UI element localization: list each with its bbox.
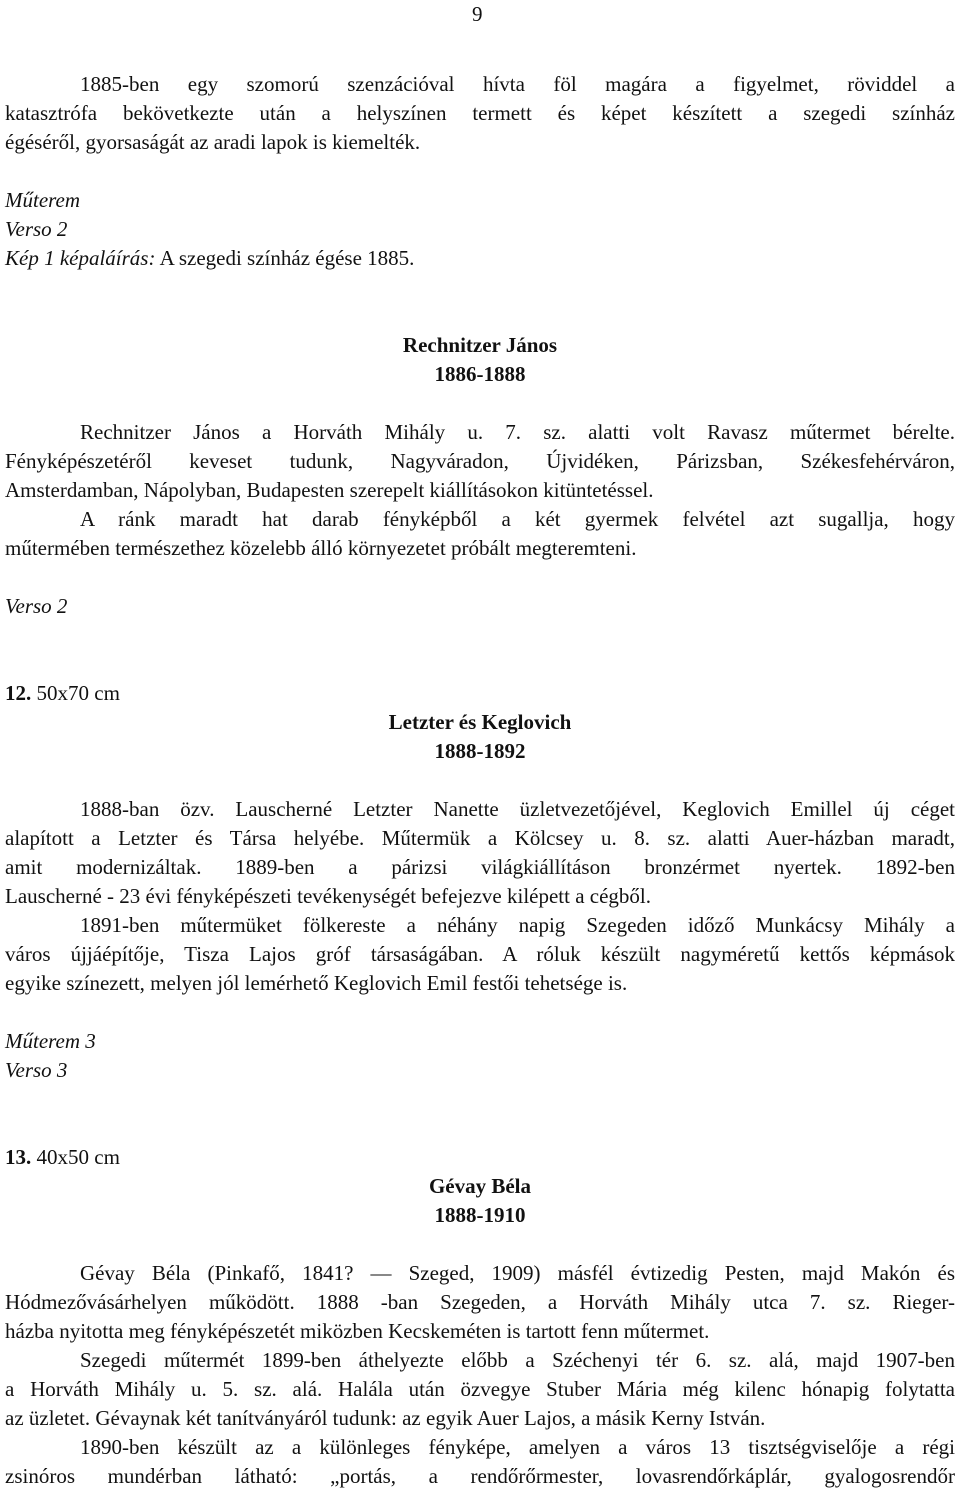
paragraph-line: Amsterdamban, Nápolyban, Budapesten szerepelt kiállításokon kitüntetéssel. bbox=[5, 478, 654, 502]
paragraph-line: 1888-ban özv. Lauscherné Letzter Nanette üzletvezetőjével, Keglovich Emillel új céget bbox=[80, 797, 955, 821]
photographer-years: 1888-1892 bbox=[434, 739, 526, 763]
paragraph-line: műtermében természethez közelebb álló környezetet próbált megteremteni. bbox=[5, 536, 637, 560]
item-number: 13. bbox=[5, 1145, 32, 1169]
photographer-name: Gévay Béla bbox=[428, 1174, 532, 1198]
paragraph-line: A ránk maradt hat darab fényképből a két gyermek felvétel azt sugallja, hogy bbox=[80, 507, 955, 531]
caption-label: Kép 1 képaláírás: bbox=[5, 246, 156, 270]
paragraph-line: Gévay Béla (Pinkafő, 1841? — Szeged, 1909) másfél évtizedig Pesten, majd Makón és bbox=[80, 1261, 955, 1285]
verso-label: Verso 3 bbox=[5, 1058, 68, 1082]
photographer-years: 1886-1888 bbox=[434, 362, 526, 386]
photographer-years: 1888-1910 bbox=[434, 1203, 526, 1227]
item-number: 12. bbox=[5, 681, 32, 705]
paragraph-line: város újjáépítője, Tisza Lajos gróf társaságában. A róluk készült nagyméretű kettős képmások bbox=[5, 942, 955, 966]
image-caption bbox=[5, 244, 955, 273]
studio-label: Műterem 3 bbox=[5, 1029, 96, 1053]
photographer-name: Rechnitzer János bbox=[402, 333, 558, 357]
paragraph-line: amit modernizáltak. 1889-ben a párizsi világkiállításon bronzérmet nyertek. 1892-ben bbox=[5, 855, 955, 879]
verso-label: Verso 2 bbox=[5, 217, 68, 241]
paragraph-line: Fényképészetéről keveset tudunk, Nagyváradon, Újvidéken, Párizsban, Székesfehérváron, bbox=[5, 449, 955, 473]
paragraph-line: az üzletet. Gévaynak két tanítványáról tudunk: az egyik Auer Lajos, a másik Kerny István. bbox=[5, 1406, 766, 1430]
paragraph-line: a Horváth Mihály u. 5. sz. alá. Halála után özvegye Stuber Mária még kilenc hónapig folytatta bbox=[5, 1377, 955, 1401]
page-number: 9 bbox=[472, 2, 483, 26]
verso-label: Verso 2 bbox=[5, 594, 68, 618]
paragraph-line: 1890-ben készült az a különleges fényképe, amelyen a város 13 tisztségviselője a régi bbox=[80, 1435, 955, 1459]
paragraph-line: zsinóros mundérban látható: „portás, a rendőrőrmester, lovasrendőrkáplár, gyalogosrendőr bbox=[5, 1464, 955, 1488]
caption-text: A szegedi színház égése 1885. bbox=[155, 246, 415, 270]
item-header bbox=[5, 1143, 955, 1172]
paragraph-line: egyike színezett, melyen jól lemérhető Keglovich Emil festői tehetsége is. bbox=[5, 971, 628, 995]
paragraph-line: házba nyitotta meg fényképészetét miközben Kecskeméten is tartott fenn műtermet. bbox=[5, 1319, 710, 1343]
paragraph-line: Lauscherné - 23 évi fényképészeti tevékenységét befejezve kilépett a cégből. bbox=[5, 884, 652, 908]
paragraph-line: Hódmezővásárhelyen működött. 1888 -ban Szegeden, a Horváth Mihály utca 7. sz. Rieger- bbox=[5, 1290, 955, 1314]
studio-label: Műterem bbox=[5, 188, 81, 212]
paragraph-line: alapított a Letzter és Társa helyébe. Műtermük a Kölcsey u. 8. sz. alatti Auer-házban maradt, bbox=[5, 826, 955, 850]
item-header bbox=[5, 679, 955, 708]
paragraph-line: égéséről, gyorsaságát az aradi lapok is kiemelték. bbox=[5, 130, 421, 154]
paragraph-line: katasztrófa bekövetkezte után a helyszínen termett és képet készített a szegedi színház bbox=[5, 101, 955, 125]
paragraph-line: 1885-ben egy szomorú szenzációval hívta föl magára a figyelmet, röviddel a bbox=[80, 72, 955, 96]
paragraph-line: Rechnitzer János a Horváth Mihály u. 7. sz. alatti volt Ravasz műtermet bérelte. bbox=[80, 420, 955, 444]
item-size: 40x50 cm bbox=[31, 1145, 120, 1169]
paragraph-line: 1891-ben műtermüket fölkereste a néhány napig Szegeden időző Munkácsy Mihály a bbox=[80, 913, 955, 937]
paragraph-line: Szegedi műtermét 1899-ben áthelyezte előbb a Széchenyi tér 6. sz. alá, majd 1907-ben bbox=[80, 1348, 955, 1372]
photographer-name: Letzter és Keglovich bbox=[388, 710, 572, 734]
item-size: 50x70 cm bbox=[31, 681, 120, 705]
